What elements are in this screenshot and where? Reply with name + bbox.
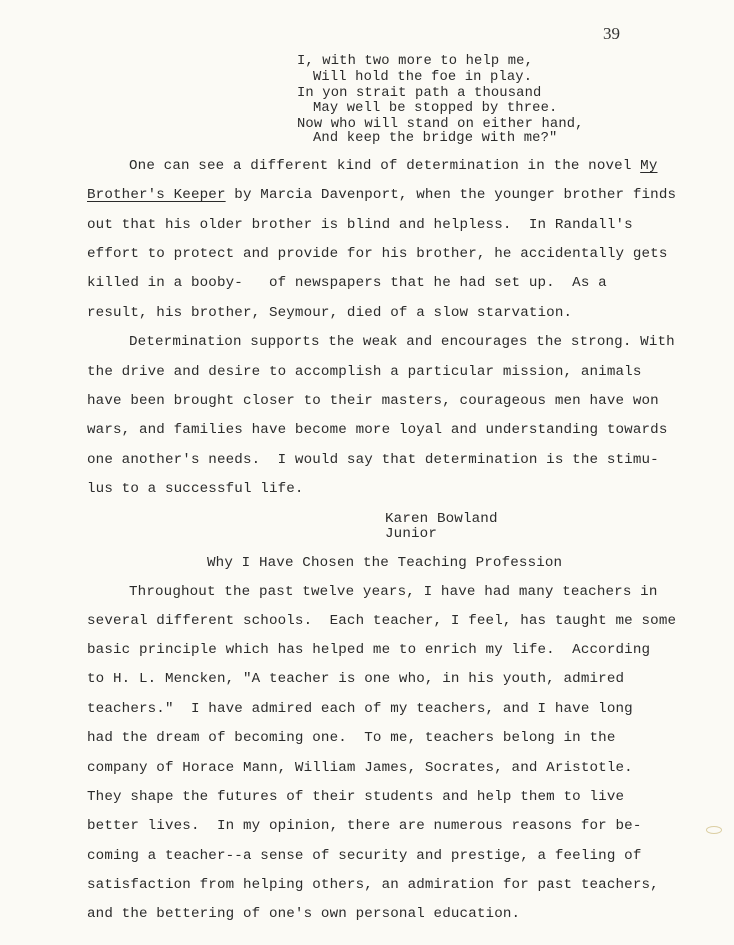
paragraph-line: wars, and families have become more loyal and understanding towards — [87, 422, 668, 438]
paragraph-line: result, his brother, Seymour, died of a slow starvation. — [87, 305, 573, 321]
paragraph-line: have been brought closer to their masters, courageous men have won — [87, 393, 659, 409]
author-name: Karen Bowland — [385, 511, 498, 527]
poem-line: In yon strait path a thousand — [297, 86, 542, 101]
paragraph-line: lus to a successful life. — [87, 481, 304, 497]
paragraph-line: out that his older brother is blind and helpless. In Randall's — [87, 217, 633, 233]
poem-line: I, with two more to help me, — [297, 54, 534, 69]
paragraph-line: They shape the futures of their students and help them to live — [87, 789, 625, 805]
paragraph-line: and the bettering of one's own personal education. — [87, 906, 521, 922]
paragraph-line: Determination supports the weak and encourages the strong. With — [129, 334, 675, 350]
paragraph-line — [87, 187, 676, 203]
author-grade: Junior — [385, 526, 437, 542]
poem-line: Now who will stand on either hand, — [297, 117, 584, 132]
page-number: 39 — [603, 24, 620, 43]
paragraph-line: the drive and desire to accomplish a particular mission, animals — [87, 364, 642, 380]
paragraph-line: effort to protect and provide for his brother, he accidentally gets — [87, 246, 668, 262]
paragraph-line: better lives. In my opinion, there are numerous reasons for be- — [87, 818, 642, 834]
paragraph-line: basic principle which has helped me to enrich my life. According — [87, 642, 651, 658]
paragraph-line: killed in a booby- of newspapers that he had set up. As a — [87, 275, 607, 291]
poem-line: And keep the bridge with me?" — [313, 131, 558, 146]
paragraph-line: satisfaction from helping others, an admiration for past teachers, — [87, 877, 659, 893]
poem-line: Will hold the foe in play. — [313, 70, 533, 85]
paragraph-line: one another's needs. I would say that determination is the stimu- — [87, 452, 659, 468]
paragraph-line: coming a teacher--a sense of security and prestige, a feeling of — [87, 848, 642, 864]
paragraph-line: several different schools. Each teacher, I feel, has taught me some — [87, 613, 677, 629]
paragraph-line: Throughout the past twelve years, I have had many teachers in — [129, 584, 658, 600]
text-run: by Marcia Davenport, when the younger brother finds — [225, 187, 677, 203]
paragraph-line: teachers." I have admired each of my teachers, and I have long — [87, 701, 633, 717]
essay-title: Why I Have Chosen the Teaching Profession — [207, 555, 563, 571]
paragraph-line: to H. L. Mencken, "A teacher is one who, in his youth, admired — [87, 671, 625, 687]
paragraph-line: company of Horace Mann, William James, Socrates, and Aristotle. — [87, 760, 633, 776]
paragraph-line: had the dream of becoming one. To me, teachers belong in the — [87, 730, 616, 746]
text-run: One can see a different kind of determination in the novel — [129, 158, 641, 174]
paper-stain-mark — [706, 826, 722, 834]
paragraph-line — [129, 158, 658, 174]
poem-line: May well be stopped by three. — [313, 101, 558, 116]
book-title-part: Brother's Keeper — [87, 187, 226, 203]
book-title-part: My — [640, 158, 658, 174]
